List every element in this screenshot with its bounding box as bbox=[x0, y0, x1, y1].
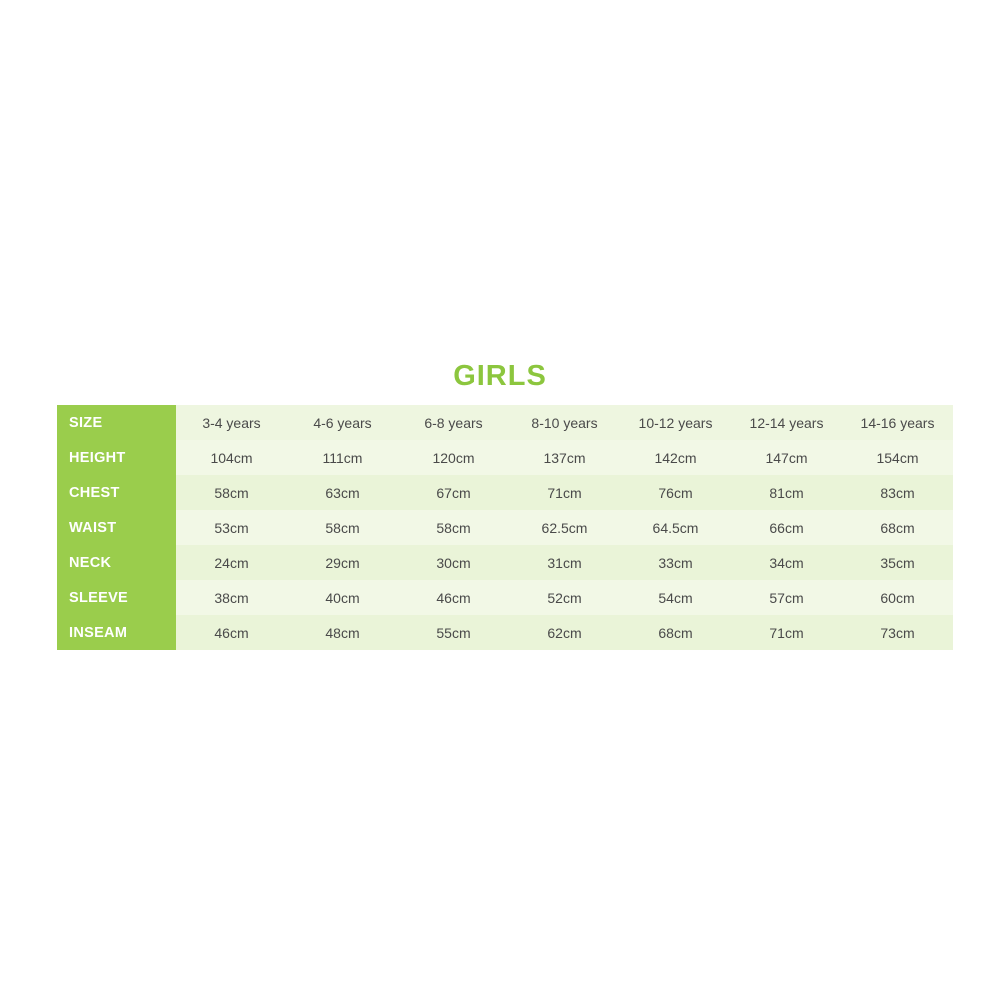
size-chart-table bbox=[57, 405, 953, 650]
table-header-row bbox=[57, 405, 953, 440]
row-header: NECK bbox=[57, 545, 176, 580]
table-cell: 104cm bbox=[176, 440, 287, 475]
table-cell: 57cm bbox=[731, 580, 842, 615]
column-header: 12-14 years bbox=[731, 405, 842, 440]
table-cell: 33cm bbox=[620, 545, 731, 580]
table-cell: 35cm bbox=[842, 545, 953, 580]
table-cell: 31cm bbox=[509, 545, 620, 580]
table-cell: 154cm bbox=[842, 440, 953, 475]
table-cell: 46cm bbox=[176, 615, 287, 650]
table-row bbox=[57, 510, 953, 545]
table-cell: 24cm bbox=[176, 545, 287, 580]
table-cell: 73cm bbox=[842, 615, 953, 650]
table-cell: 68cm bbox=[842, 510, 953, 545]
column-header: 4-6 years bbox=[287, 405, 398, 440]
table-cell: 34cm bbox=[731, 545, 842, 580]
table-cell: 29cm bbox=[287, 545, 398, 580]
row-header: CHEST bbox=[57, 475, 176, 510]
row-header: HEIGHT bbox=[57, 440, 176, 475]
table-cell: 30cm bbox=[398, 545, 509, 580]
column-header: 8-10 years bbox=[509, 405, 620, 440]
table-cell: 71cm bbox=[731, 615, 842, 650]
column-header: 3-4 years bbox=[176, 405, 287, 440]
table-cell: 137cm bbox=[509, 440, 620, 475]
table-cell: 53cm bbox=[176, 510, 287, 545]
table-cell: 58cm bbox=[176, 475, 287, 510]
page-title: GIRLS bbox=[453, 360, 547, 392]
table-cell: 64.5cm bbox=[620, 510, 731, 545]
table-cell: 52cm bbox=[509, 580, 620, 615]
table-cell: 62.5cm bbox=[509, 510, 620, 545]
table-cell: 55cm bbox=[398, 615, 509, 650]
row-header: WAIST bbox=[57, 510, 176, 545]
table-cell: 67cm bbox=[398, 475, 509, 510]
column-header: 14-16 years bbox=[842, 405, 953, 440]
column-header: 10-12 years bbox=[620, 405, 731, 440]
column-header-size: SIZE bbox=[57, 405, 176, 440]
table-cell: 46cm bbox=[398, 580, 509, 615]
table-cell: 58cm bbox=[398, 510, 509, 545]
row-header: SLEEVE bbox=[57, 580, 176, 615]
table-cell: 111cm bbox=[287, 440, 398, 475]
column-header: 6-8 years bbox=[398, 405, 509, 440]
table-cell: 54cm bbox=[620, 580, 731, 615]
table-row bbox=[57, 440, 953, 475]
table-cell: 66cm bbox=[731, 510, 842, 545]
table-row bbox=[57, 580, 953, 615]
table-cell: 142cm bbox=[620, 440, 731, 475]
table-cell: 48cm bbox=[287, 615, 398, 650]
table-cell: 76cm bbox=[620, 475, 731, 510]
table-row bbox=[57, 615, 953, 650]
table-cell: 71cm bbox=[509, 475, 620, 510]
table-cell: 58cm bbox=[287, 510, 398, 545]
table-row bbox=[57, 475, 953, 510]
table-cell: 68cm bbox=[620, 615, 731, 650]
table-cell: 38cm bbox=[176, 580, 287, 615]
table-cell: 60cm bbox=[842, 580, 953, 615]
table-row bbox=[57, 545, 953, 580]
table-cell: 40cm bbox=[287, 580, 398, 615]
row-header: INSEAM bbox=[57, 615, 176, 650]
table-cell: 62cm bbox=[509, 615, 620, 650]
table-cell: 83cm bbox=[842, 475, 953, 510]
table-cell: 120cm bbox=[398, 440, 509, 475]
table-cell: 147cm bbox=[731, 440, 842, 475]
table-cell: 63cm bbox=[287, 475, 398, 510]
table-cell: 81cm bbox=[731, 475, 842, 510]
